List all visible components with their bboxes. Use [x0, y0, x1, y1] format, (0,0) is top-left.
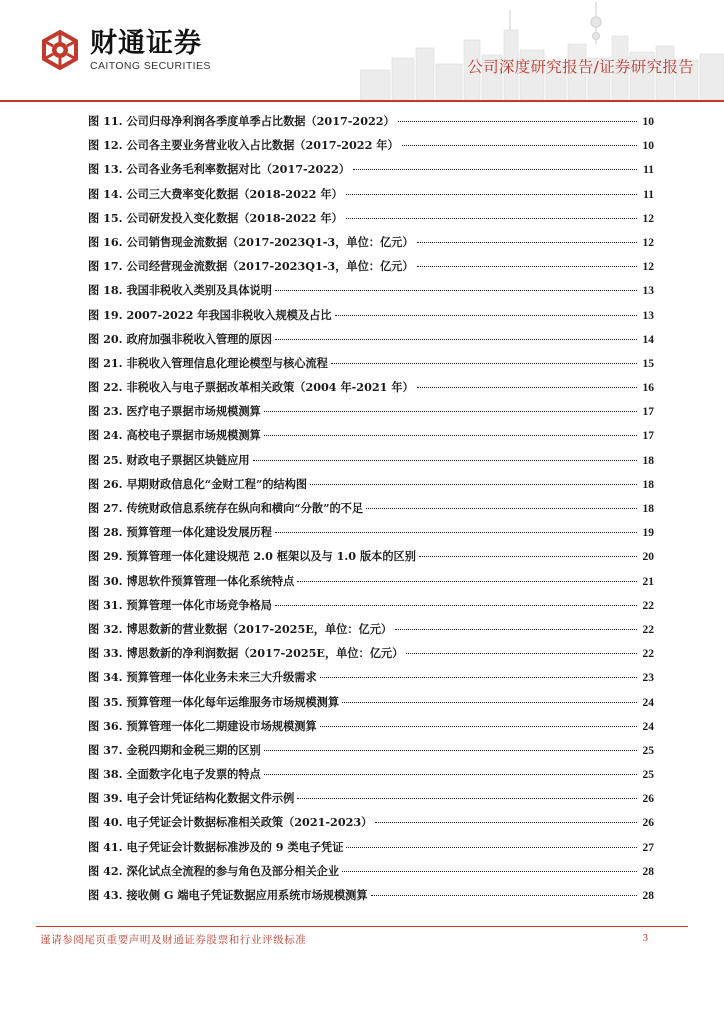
toc-entry-label: 图 30. 博思软件预算管理一体化系统特点: [88, 573, 295, 588]
toc-entry-label: 图 15. 公司研发投入变化数据（2018-2022 年）: [88, 210, 343, 225]
toc-entry-label: 图 18. 我国非税收入类别及具体说明: [88, 283, 272, 298]
toc-entry-label: 图 23. 医疗电子票据市场规模测算: [88, 404, 261, 419]
toc-entry-page: 19: [642, 527, 654, 540]
city-skyline-graphic: [360, 0, 724, 100]
toc-entry[interactable]: [88, 355, 654, 379]
toc-entry-page: 10: [642, 140, 654, 153]
logo-chinese-name: 财通证券: [90, 27, 202, 59]
toc-entry-page: 28: [642, 890, 654, 902]
toc-dot-leader: [320, 726, 637, 727]
toc-dot-leader: [264, 774, 637, 775]
toc-entry[interactable]: [88, 621, 654, 645]
toc-dot-leader: [398, 121, 637, 122]
toc-dot-leader: [375, 822, 637, 823]
toc-entry[interactable]: [88, 524, 654, 548]
toc-entry-label: 图 36. 预算管理一体化二期建设市场规模测算: [88, 718, 317, 733]
toc-entry-page: 18: [642, 454, 654, 467]
toc-dot-leader: [275, 605, 637, 606]
toc-entry-label: 图 26. 早期财政信息化“金财工程”的结构图: [88, 476, 308, 491]
toc-entry-page: 25: [642, 744, 654, 757]
toc-entry[interactable]: [88, 645, 654, 669]
toc-entry-page: 24: [642, 696, 654, 709]
toc-entry[interactable]: [88, 427, 654, 451]
toc-entry-page: 11: [643, 188, 654, 201]
toc-entry[interactable]: [88, 766, 654, 790]
toc-entry-label: 图 17. 公司经营现金流数据（2017-2023Q1-3，单位：亿元）: [88, 259, 414, 274]
toc-entry-label: 图 13. 公司各业务毛利率数据对比（2017-2022）: [88, 162, 350, 177]
toc-entry[interactable]: [88, 790, 654, 814]
toc-entry-page: 12: [642, 236, 654, 249]
toc-entry-page: 22: [642, 648, 654, 661]
toc-entry[interactable]: [88, 500, 654, 524]
toc-entry[interactable]: [88, 669, 654, 693]
toc-entry-label: 图 16. 公司销售现金流数据（2017-2023Q1-3，单位：亿元）: [88, 234, 414, 249]
toc-entry[interactable]: [88, 113, 654, 137]
toc-entry-label: 图 37. 金税四期和金税三期的区别: [88, 742, 261, 757]
toc-entry-page: 14: [642, 333, 654, 346]
toc-entry[interactable]: [88, 814, 654, 838]
toc-entry[interactable]: [88, 137, 654, 161]
toc-dot-leader: [371, 895, 637, 896]
toc-dot-leader: [275, 532, 637, 533]
toc-dot-leader: [264, 435, 637, 436]
toc-dot-leader: [331, 363, 637, 364]
company-logo: [38, 28, 211, 72]
toc-entry-page: 27: [642, 841, 654, 854]
toc-dot-leader: [310, 484, 637, 485]
toc-entry[interactable]: [88, 573, 654, 597]
toc-entry-page: 11: [643, 164, 654, 177]
header-divider: [0, 100, 724, 102]
toc-dot-leader: [353, 169, 637, 170]
toc-entry[interactable]: [88, 597, 654, 621]
toc-dot-leader: [335, 315, 637, 316]
toc-entry[interactable]: [88, 282, 654, 306]
toc-dot-leader: [406, 653, 637, 654]
toc-dot-leader: [342, 702, 637, 703]
toc-entry-page: 10: [642, 116, 654, 128]
toc-entry-page: 17: [642, 406, 654, 419]
figure-index-list: [88, 113, 654, 911]
toc-entry-page: 24: [642, 720, 654, 733]
toc-dot-leader: [346, 194, 637, 195]
toc-dot-leader: [264, 411, 637, 412]
logo-english-name: CAITONG SECURITIES: [90, 59, 211, 72]
toc-entry-label: 图 42. 深化试点全流程的参与角色及部分相关企业: [88, 863, 340, 878]
page-number: 3: [642, 932, 648, 944]
toc-dot-leader: [320, 677, 637, 678]
toc-entry-label: 图 21. 非税收入管理信息化理论模型与核心流程: [88, 355, 328, 370]
toc-dot-leader: [346, 847, 637, 848]
toc-entry-label: 图 14. 公司三大费率变化数据（2018-2022 年）: [88, 186, 343, 201]
toc-entry-page: 23: [642, 672, 654, 685]
toc-entry[interactable]: [88, 331, 654, 355]
toc-entry[interactable]: [88, 258, 654, 282]
toc-entry-label: 图 41. 电子凭证会计数据标准涉及的 9 类电子凭证: [88, 839, 344, 854]
toc-entry[interactable]: [88, 863, 654, 887]
toc-entry[interactable]: [88, 476, 654, 500]
toc-entry-page: 20: [642, 551, 654, 564]
toc-entry-page: 12: [642, 261, 654, 274]
toc-dot-leader: [297, 581, 637, 582]
toc-dot-leader: [419, 556, 637, 557]
toc-entry[interactable]: [88, 452, 654, 476]
toc-entry-label: 图 19. 2007-2022 年我国非税收入规模及占比: [88, 307, 332, 322]
toc-entry-page: 25: [642, 769, 654, 782]
toc-entry[interactable]: [88, 186, 654, 210]
toc-dot-leader: [346, 218, 637, 219]
toc-entry-page: 13: [642, 285, 654, 298]
toc-dot-leader: [417, 266, 637, 267]
toc-entry-label: 图 32. 博思数新的营业数据（2017-2025E，单位：亿元）: [88, 621, 393, 636]
toc-entry[interactable]: [88, 379, 654, 403]
page-header: [0, 0, 724, 104]
toc-entry-page: 22: [642, 599, 654, 612]
toc-dot-leader: [366, 508, 637, 509]
toc-entry-label: 图 24. 高校电子票据市场规模测算: [88, 428, 261, 443]
toc-entry-page: 22: [642, 623, 654, 636]
toc-entry-label: 图 28. 预算管理一体化建设发展历程: [88, 525, 272, 540]
toc-entry-label: 图 22. 非税收入与电子票据改革相关政策（2004 年-2021 年）: [88, 380, 414, 395]
toc-entry-label: 图 11. 公司归母净利润各季度单季占比数据（2017-2022）: [88, 114, 395, 128]
toc-entry-page: 18: [642, 503, 654, 515]
footer-disclaimer: 谨请参阅尾页重要声明及财通证券股票和行业评级标准: [40, 934, 307, 946]
toc-entry-page: 16: [642, 382, 654, 395]
toc-entry[interactable]: [88, 403, 654, 427]
toc-entry-label: 图 40. 电子凭证会计数据标准相关政策（2021-2023）: [88, 815, 373, 830]
toc-entry[interactable]: [88, 548, 654, 572]
toc-dot-leader: [417, 242, 637, 243]
toc-entry-page: 13: [642, 309, 654, 322]
toc-entry-label: 图 34. 预算管理一体化业务未来三大升级需求: [88, 670, 317, 685]
toc-dot-leader: [253, 460, 637, 461]
toc-entry-label: 图 27. 传统财政信息系统存在纵向和横向“分散”的不足: [88, 501, 364, 515]
toc-entry[interactable]: [88, 839, 654, 863]
toc-entry-label: 图 25. 财政电子票据区块链应用: [88, 452, 250, 467]
toc-entry[interactable]: [88, 718, 654, 742]
toc-entry-label: 图 31. 预算管理一体化市场竞争格局: [88, 597, 272, 612]
toc-entry-label: 图 20. 政府加强非税收入管理的原因: [88, 331, 272, 346]
toc-dot-leader: [264, 750, 637, 751]
toc-entry-label: 图 29. 预算管理一体化建设规范 2.0 框架以及与 1.0 版本的区别: [88, 549, 416, 564]
toc-entry-label: 图 38. 全面数字化电子发票的特点: [88, 767, 261, 782]
toc-entry[interactable]: [88, 210, 654, 234]
toc-dot-leader: [297, 798, 637, 799]
footer-divider: [36, 926, 688, 927]
toc-entry[interactable]: [88, 742, 654, 766]
toc-dot-leader: [395, 629, 637, 630]
toc-entry-page: 26: [642, 817, 654, 830]
caitong-logo-icon: [38, 28, 82, 72]
toc-dot-leader: [275, 290, 637, 291]
toc-entry-page: 18: [642, 478, 654, 491]
toc-entry[interactable]: [88, 161, 654, 185]
toc-entry-label: 图 12. 公司各主要业务营业收入占比数据（2017-2022 年）: [88, 138, 399, 153]
toc-entry-page: 12: [642, 212, 654, 225]
toc-entry[interactable]: [88, 307, 654, 331]
toc-entry-page: 17: [642, 430, 654, 443]
toc-dot-leader: [417, 387, 637, 388]
toc-entry-label: 图 43. 接收侧 G 端电子凭证数据应用系统市场规模测算: [88, 888, 368, 902]
toc-entry-label: 图 35. 预算管理一体化每年运维服务市场规模测算: [88, 694, 340, 709]
toc-entry[interactable]: [88, 694, 654, 718]
toc-dot-leader: [342, 871, 637, 872]
toc-entry[interactable]: [88, 234, 654, 258]
toc-entry-page: 15: [642, 357, 654, 370]
toc-entry-page: 26: [642, 793, 654, 806]
toc-dot-leader: [402, 145, 637, 146]
toc-entry-page: 21: [642, 575, 654, 588]
toc-entry-label: 图 39. 电子会计凭证结构化数据文件示例: [88, 791, 295, 806]
toc-dot-leader: [275, 339, 637, 340]
report-type-title: 公司深度研究报告/证券研究报告: [467, 58, 694, 76]
toc-entry-label: 图 33. 博思数新的净利润数据（2017-2025E，单位：亿元）: [88, 646, 404, 661]
toc-entry[interactable]: [88, 887, 654, 911]
toc-entry-page: 28: [642, 865, 654, 878]
